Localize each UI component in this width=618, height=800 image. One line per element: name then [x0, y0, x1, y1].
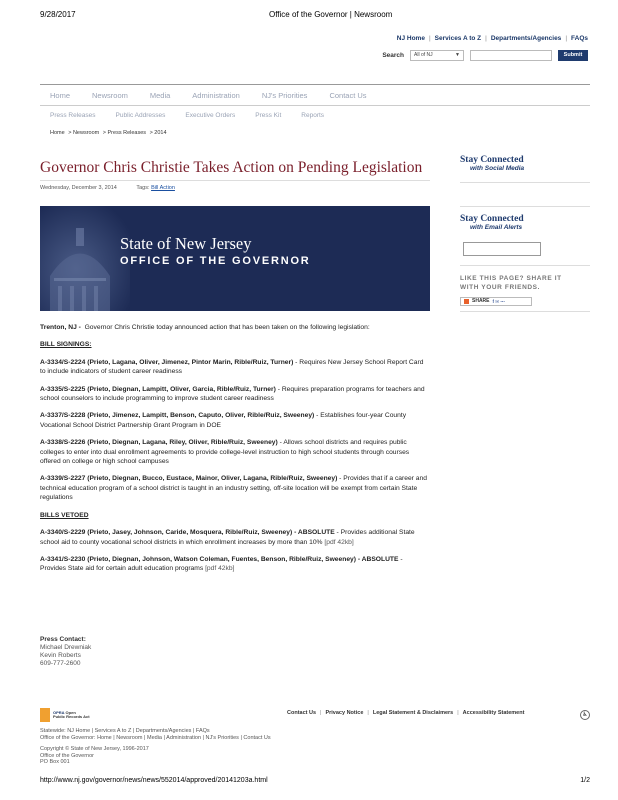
- social-subheading: with Social Media: [470, 165, 525, 172]
- subnav-public-addresses[interactable]: Public Addresses: [115, 112, 166, 119]
- contact-name: Kevin Roberts: [40, 652, 81, 659]
- nav-contact[interactable]: Contact Us: [329, 90, 367, 100]
- search-scope-select[interactable]: All of NJ ▼: [410, 50, 464, 61]
- email-input[interactable]: [463, 242, 541, 256]
- contact-name: Michael Drewniak: [40, 644, 92, 651]
- footer-link-legal[interactable]: Legal Statement & Disclaimers: [372, 710, 454, 716]
- search-bar: [382, 50, 588, 61]
- print-date: 9/28/2017: [40, 10, 76, 19]
- sidebar-divider: [460, 311, 590, 312]
- accessibility-icon[interactable]: ♿: [580, 710, 590, 720]
- signings-heading: BILL SIGNINGS:: [40, 341, 92, 349]
- print-page-number: 1/2: [580, 777, 590, 784]
- footer-text: [40, 728, 271, 766]
- email-alerts-box: [460, 214, 524, 231]
- search-submit-button[interactable]: Submit: [558, 50, 588, 61]
- sidebar-divider: [460, 182, 590, 183]
- email-heading: Stay Connected: [460, 214, 524, 224]
- nav-home[interactable]: Home: [50, 90, 71, 100]
- share-icon: [464, 299, 469, 304]
- banner-line-1: State of New Jersey: [120, 234, 252, 253]
- footer-link-privacy[interactable]: Privacy Notice: [325, 710, 364, 716]
- subnav-reports[interactable]: Reports: [301, 112, 325, 119]
- search-label: Search: [382, 52, 404, 59]
- print-title: Office of the Governor | Newsroom: [269, 10, 393, 19]
- breadcrumb-home[interactable]: Home: [50, 130, 65, 136]
- press-contact-heading: Press Contact:: [40, 636, 86, 643]
- print-url: http://www.nj.gov/governor/news/news/552014/approved/20141203a.html: [40, 777, 268, 784]
- tag-link[interactable]: Bill Action: [151, 185, 175, 191]
- breadcrumb-newsroom[interactable]: > Newsroom: [68, 130, 100, 136]
- breadcrumb-press-releases[interactable]: > Press Releases: [102, 130, 147, 136]
- banner-line-2: OFFICE OF THE GOVERNOR: [120, 255, 311, 267]
- footer-office-links[interactable]: Office of the Governor: Home | Newsroom | Media | Administration | NJ's Priorities | Contact Us: [40, 734, 271, 741]
- share-button[interactable]: SHARE f ✉ ⋯: [460, 297, 532, 306]
- social-icons: f ✉ ⋯: [492, 299, 505, 304]
- footer-link-accessibility[interactable]: Accessibility Statement: [462, 710, 525, 716]
- footer-address-line: PO Box 001: [40, 759, 70, 766]
- sidebar-divider: [460, 265, 590, 266]
- top-link-departments[interactable]: Departments/Agencies: [490, 35, 562, 42]
- nav-administration[interactable]: Administration: [192, 90, 240, 100]
- nav-priorities[interactable]: NJ's Priorities: [261, 90, 308, 100]
- lead-paragraph: Trenton, NJ - Governor Chris Christie today announced action that has been taken on the following legislation:: [40, 324, 370, 331]
- nav-newsroom[interactable]: Newsroom: [92, 90, 128, 100]
- page-title: Governor Chris Christie Takes Action on Pending Legislation: [40, 159, 423, 176]
- subnav-press-releases[interactable]: Press Releases: [50, 112, 96, 119]
- opra-logo-icon: [40, 708, 50, 722]
- subnav-executive-orders[interactable]: Executive Orders: [185, 112, 236, 119]
- social-media-box[interactable]: [460, 155, 524, 172]
- tags-label: Tags:: [136, 185, 150, 191]
- footer-address-line: Office of the Governor: [40, 752, 95, 759]
- article-body: [40, 323, 430, 582]
- nav-media[interactable]: Media: [149, 90, 171, 100]
- bill-vetoed: A-3340/S-2229 (Prieto, Jasey, Johnson, Caride, Mosquera, Rible/Ruiz, Sweeney) - ABSOLUTE - Provides additional State school aid to county vocational school districts in which enrollment increases by more than 10% [pdf 42kb]: [40, 529, 415, 546]
- governor-banner: [40, 206, 430, 311]
- share-prompt: LIKE THIS PAGE? SHARE IT WITH YOUR FRIENDS.: [460, 275, 562, 291]
- breadcrumb: [50, 130, 169, 136]
- bill-signing: A-3339/S-2227 (Prieto, Diegnan, Bucco, Eustace, Mainor, Oliver, Lagana, Rible/Ruiz, Sweeney) - Provides that if a career and technical education program of a school district is taught in an industry setting, off-site location will be exempt from certain State regulations: [40, 475, 427, 502]
- main-nav: [40, 84, 590, 106]
- article-date: Wednesday, December 3, 2014: [40, 185, 117, 191]
- top-link-faqs[interactable]: FAQs: [571, 35, 588, 42]
- bill-signing: A-3334/S-2224 (Prieto, Lagana, Oliver, Jimenez, Pintor Marin, Rible/Ruiz, Turner) - Requires New Jersey School Report Card to include indicators of student career readiness: [40, 358, 424, 376]
- pdf-link[interactable]: [pdf 42kb]: [205, 565, 235, 573]
- subnav-press-kit[interactable]: Press Kit: [255, 112, 282, 119]
- search-input[interactable]: [470, 50, 552, 61]
- contact-phone: 609-777-2600: [40, 660, 81, 667]
- top-links: NJ Home | Services A to Z | Departments/Agencies | FAQs: [396, 35, 588, 42]
- bill-signing: A-3338/S-2226 (Prieto, Diegnan, Lagana, Riley, Oliver, Rible/Ruiz, Sweeney) - Allows school districts and requires public colleges to enter into dual enrollment agreements to provide college-level instruction to high school students through courses offered on college or high school campuses: [40, 439, 410, 466]
- social-heading: Stay Connected: [460, 155, 524, 165]
- footer-statewide-links[interactable]: Statewide: NJ Home | Services A to Z | Departments/Agencies | FAQs: [40, 728, 210, 734]
- top-link-nj-home[interactable]: NJ Home: [396, 35, 425, 42]
- email-subheading: with Email Alerts: [470, 224, 523, 231]
- capitol-dome-image: [40, 206, 130, 311]
- vetoed-heading: BILLS VETOED: [40, 511, 89, 519]
- sub-nav: [50, 112, 324, 119]
- bill-signing: A-3335/S-2225 (Prieto, Diegnan, Lampitt, Oliver, Garcia, Rible/Ruiz, Turner) - Requires preparation programs for teachers and school counselors to include programming to improve student career readiness: [40, 385, 425, 403]
- opra-logo[interactable]: OPRA Open Public Records Act: [40, 708, 90, 722]
- footer-links: Contact Us | Privacy Notice | Legal Statement & Disclaimers | Accessibility Statement: [287, 710, 525, 716]
- article-meta: [40, 185, 175, 191]
- pdf-link[interactable]: [pdf 42kb]: [324, 538, 354, 546]
- copyright: Copyright © State of New Jersey, 1996-2017: [40, 746, 149, 753]
- bill-signing: A-3337/S-2228 (Prieto, Jimenez, Lampitt, Benson, Caputo, Oliver, Rible/Ruiz, Sweeney) - Establishes four-year County Vocational School District Partnership Grant Program in DOE: [40, 412, 407, 429]
- breadcrumb-year[interactable]: > 2014: [149, 130, 167, 136]
- top-link-services[interactable]: Services A to Z: [434, 35, 482, 42]
- chevron-down-icon: ▼: [455, 52, 460, 58]
- footer-link-contact[interactable]: Contact Us: [287, 710, 317, 716]
- bill-vetoed: A-3341/S-2230 (Prieto, Diegnan, Johnson, Watson Coleman, Fuentes, Benson, Rible/Ruiz, Sweeney) - ABSOLUTE - Provides State aid for certain adult education programs [pdf 42kb]: [40, 555, 403, 573]
- press-contact: [40, 636, 91, 668]
- sidebar-divider: [460, 206, 590, 207]
- title-divider: [40, 180, 430, 181]
